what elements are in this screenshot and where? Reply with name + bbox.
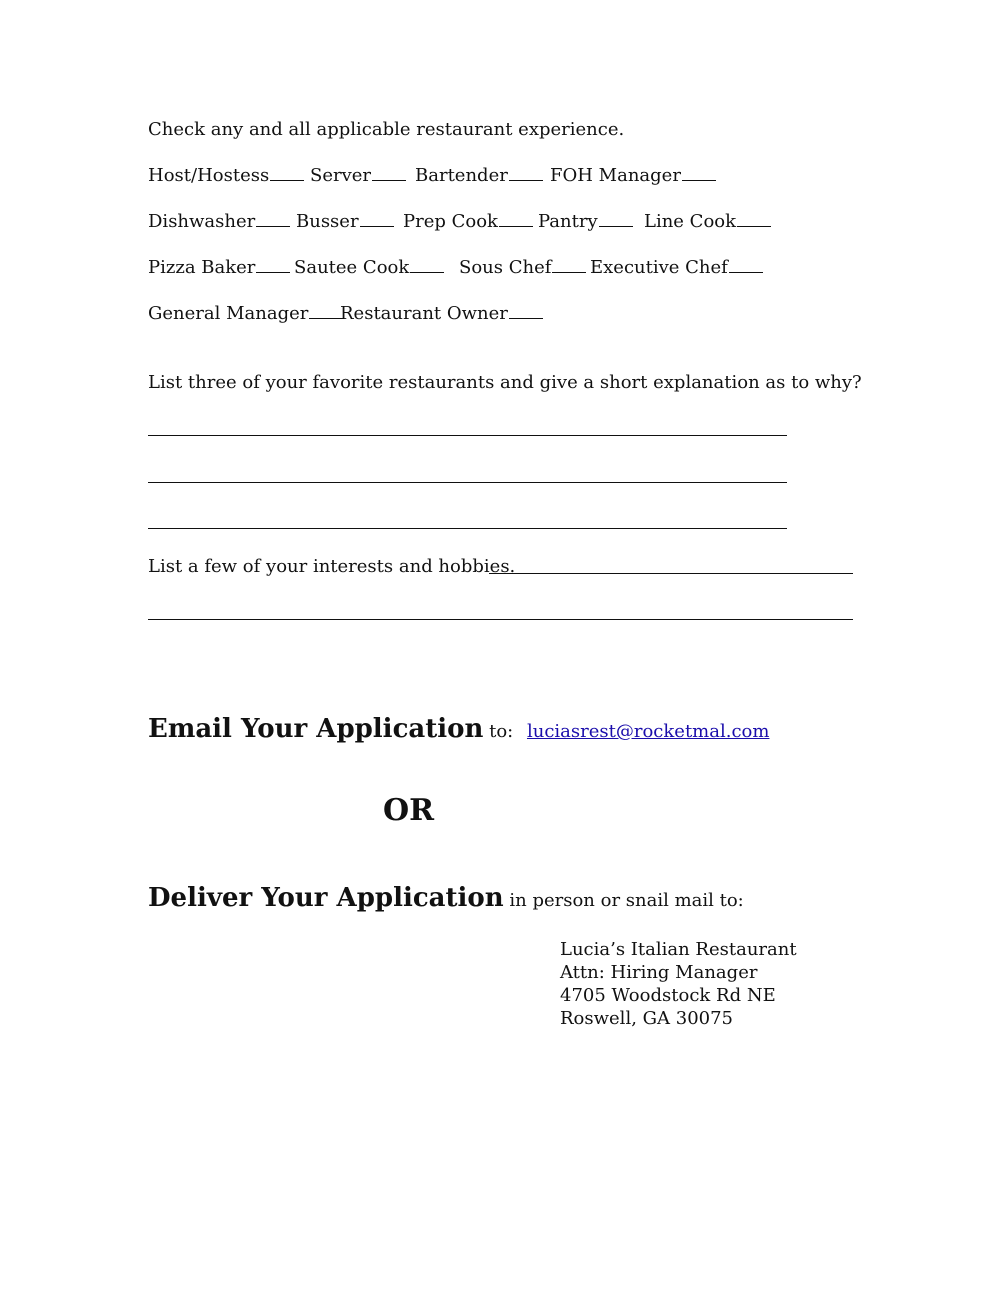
address-city: Roswell, GA 30075	[560, 1008, 734, 1029]
checkbox-blank[interactable]	[599, 211, 633, 227]
option-bartender[interactable]: Bartender	[415, 165, 543, 187]
checkbox-blank[interactable]	[682, 165, 716, 181]
address-attn: Attn: Hiring Manager	[560, 962, 758, 983]
email-heading: Email Your Application	[148, 714, 484, 744]
option-host-hostess[interactable]: Host/Hostess	[148, 165, 304, 187]
deliver-suffix: in person or snail mail to:	[509, 890, 744, 911]
checkbox-blank[interactable]	[256, 211, 290, 227]
option-dishwasher[interactable]: Dishwasher	[148, 211, 290, 233]
address-name: Lucia’s Italian Restaurant	[560, 939, 797, 960]
deliver-instruction	[148, 883, 744, 913]
checkbox-blank[interactable]	[360, 211, 394, 227]
option-pantry[interactable]: Pantry	[538, 211, 633, 233]
or-divider: OR	[383, 793, 435, 828]
option-executive-chef[interactable]: Executive Chef	[590, 257, 763, 279]
option-restaurant-owner[interactable]: Restaurant Owner	[340, 303, 543, 325]
checkbox-blank[interactable]	[309, 303, 343, 319]
email-link[interactable]: luciasrest@rocketmal.com	[526, 721, 770, 742]
experience-prompt: Check any and all applicable restaurant experience.	[148, 119, 625, 140]
option-line-cook[interactable]: Line Cook	[644, 211, 771, 233]
checkbox-blank[interactable]	[509, 165, 543, 181]
checkbox-blank[interactable]	[729, 257, 763, 273]
checkbox-blank[interactable]	[499, 211, 533, 227]
option-general-manager[interactable]: General Manager	[148, 303, 343, 325]
favorites-answer-line-3[interactable]	[148, 528, 787, 529]
checkbox-blank[interactable]	[256, 257, 290, 273]
option-sous-chef[interactable]: Sous Chef	[459, 257, 586, 279]
option-sautee-cook[interactable]: Sautee Cook	[294, 257, 444, 279]
favorites-answer-line-2[interactable]	[148, 482, 787, 483]
option-busser[interactable]: Busser	[296, 211, 394, 233]
hobbies-answer-line-1[interactable]	[489, 573, 853, 574]
checkbox-blank[interactable]	[552, 257, 586, 273]
favorites-answer-line-1[interactable]	[148, 435, 787, 436]
hobbies-prompt: List a few of your interests and hobbies.	[148, 556, 516, 577]
option-pizza-baker[interactable]: Pizza Baker	[148, 257, 290, 279]
deliver-heading: Deliver Your Application	[148, 883, 504, 913]
checkbox-blank[interactable]	[509, 303, 543, 319]
address-street: 4705 Woodstock Rd NE	[560, 985, 776, 1006]
email-instruction	[148, 714, 769, 744]
mailing-address	[560, 938, 797, 1030]
hobbies-answer-line-2[interactable]	[148, 619, 853, 620]
checkbox-blank[interactable]	[737, 211, 771, 227]
option-server[interactable]: Server	[310, 165, 406, 187]
checkbox-blank[interactable]	[372, 165, 406, 181]
email-suffix: to:	[489, 721, 514, 742]
option-foh-manager[interactable]: FOH Manager	[550, 165, 716, 187]
checkbox-blank[interactable]	[410, 257, 444, 273]
checkbox-blank[interactable]	[270, 165, 304, 181]
favorites-prompt: List three of your favorite restaurants and give a short explanation as to why?	[148, 372, 862, 393]
option-prep-cook[interactable]: Prep Cook	[403, 211, 533, 233]
